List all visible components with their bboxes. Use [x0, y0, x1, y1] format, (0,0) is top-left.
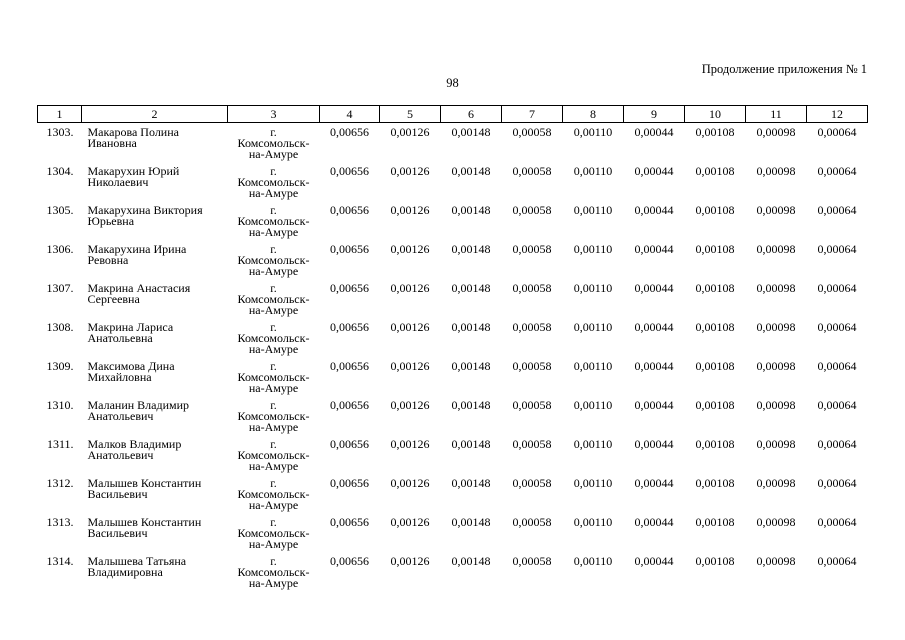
value-cell: 0,00098 — [756, 125, 796, 139]
value-cell: 0,00064 — [817, 359, 857, 373]
value-cell: 0,00126 — [390, 398, 430, 412]
column-header: 7 — [502, 106, 563, 123]
row-number: 1312. — [46, 476, 74, 490]
person-name-line: Михайловна — [87, 370, 152, 384]
city-cell — [228, 513, 320, 552]
column-header: 12 — [807, 106, 868, 123]
city-line: Комсомольск- — [237, 175, 310, 189]
value-cell: 0,00656 — [330, 554, 369, 568]
value-cell: 0,00148 — [451, 515, 491, 529]
value-cell: 0,00044 — [634, 437, 674, 451]
person-name-line: Малышев Константин — [87, 476, 202, 490]
table-row — [38, 396, 868, 435]
value-cell: 0,00064 — [817, 281, 857, 295]
value-cell: 0,00126 — [390, 164, 430, 178]
person-name-line: Юрьевна — [87, 214, 135, 228]
value-cell: 0,00126 — [390, 125, 430, 139]
person-name-line: Анатольевич — [87, 448, 154, 462]
value-cell: 0,00148 — [451, 203, 491, 217]
city-line: на-Амуре — [248, 498, 299, 512]
value-cell: 0,00044 — [634, 476, 674, 490]
value-cell: 0,00064 — [817, 320, 857, 334]
value-cell: 0,00110 — [573, 125, 613, 139]
city-line: г. — [270, 242, 277, 256]
city-cell — [228, 396, 320, 435]
city-line: г. — [270, 203, 277, 217]
value-cell: 0,00044 — [634, 281, 674, 295]
value-cell: 0,00108 — [695, 398, 735, 412]
value-cell: 0,00058 — [512, 242, 552, 256]
person-name-line: Сергеевна — [87, 292, 140, 306]
value-cell: 0,00148 — [451, 164, 491, 178]
city-cell — [228, 162, 320, 201]
table-row — [38, 435, 868, 474]
value-cell: 0,00110 — [573, 476, 613, 490]
city-line: на-Амуре — [248, 225, 299, 239]
value-cell: 0,00108 — [695, 437, 735, 451]
person-name-line: Макрина Лариса — [87, 320, 174, 334]
value-cell: 0,00108 — [695, 125, 735, 139]
page-number: 98 — [446, 76, 459, 90]
row-number: 1311. — [46, 437, 74, 451]
value-cell: 0,00126 — [390, 437, 430, 451]
value-cell: 0,00110 — [573, 437, 613, 451]
row-number: 1305. — [46, 203, 74, 217]
city-line: на-Амуре — [248, 342, 299, 356]
value-cell: 0,00098 — [756, 476, 796, 490]
value-cell: 0,00058 — [512, 398, 552, 412]
value-cell: 0,00064 — [817, 398, 857, 412]
value-cell: 0,00148 — [451, 242, 491, 256]
person-name-line: Анатольевна — [87, 331, 153, 345]
city-line: г. — [270, 515, 277, 529]
value-cell: 0,00098 — [756, 554, 796, 568]
row-number: 1306. — [46, 242, 74, 256]
table-row — [38, 474, 868, 513]
row-number: 1308. — [46, 320, 74, 334]
person-name — [82, 396, 228, 435]
row-number: 1313. — [46, 515, 74, 529]
value-cell: 0,00044 — [634, 554, 674, 568]
column-header: 1 — [38, 106, 82, 123]
person-name-line: Макрина Анастасия — [87, 281, 191, 295]
person-name-line: Максимова Дина — [87, 359, 175, 373]
person-name — [82, 513, 228, 552]
city-line: Комсомольск- — [237, 409, 310, 423]
table-row — [38, 201, 868, 240]
data-table — [37, 105, 868, 591]
value-cell: 0,00148 — [451, 281, 491, 295]
value-cell: 0,00064 — [817, 515, 857, 529]
value-cell: 0,00148 — [451, 125, 491, 139]
person-name-line: Малышева Татьяна — [87, 554, 187, 568]
person-name-line: Макарухина Виктория — [87, 203, 203, 217]
city-line: на-Амуре — [248, 381, 299, 395]
value-cell: 0,00058 — [512, 359, 552, 373]
value-cell: 0,00126 — [390, 320, 430, 334]
value-cell: 0,00098 — [756, 398, 796, 412]
person-name-line: Анатольевич — [87, 409, 154, 423]
row-number: 1310. — [46, 398, 74, 412]
city-line: г. — [270, 281, 277, 295]
column-header: 5 — [380, 106, 441, 123]
value-cell: 0,00656 — [330, 320, 369, 334]
value-cell: 0,00126 — [390, 515, 430, 529]
city-line: Комсомольск- — [237, 370, 310, 384]
person-name-line: Макарухина Ирина — [87, 242, 187, 256]
person-name-line: Васильевич — [87, 487, 148, 501]
value-cell: 0,00656 — [330, 476, 369, 490]
person-name-line: Малышев Константин — [87, 515, 202, 529]
appendix-continuation-note: Продолжение приложения № 1 — [701, 62, 867, 76]
value-cell: 0,00110 — [573, 164, 613, 178]
city-cell — [228, 318, 320, 357]
city-line: на-Амуре — [248, 264, 299, 278]
value-cell: 0,00110 — [573, 398, 613, 412]
person-name-line: Васильевич — [87, 526, 148, 540]
table-row — [38, 318, 868, 357]
city-line: на-Амуре — [248, 576, 299, 590]
table-body — [38, 123, 868, 592]
person-name-line: Маланин Владимир — [87, 398, 190, 412]
value-cell: 0,00044 — [634, 203, 674, 217]
city-line: Комсомольск- — [237, 214, 310, 228]
value-cell: 0,00110 — [573, 515, 613, 529]
value-cell: 0,00126 — [390, 554, 430, 568]
table-row — [38, 162, 868, 201]
city-line: г. — [270, 359, 277, 373]
table-row — [38, 552, 868, 591]
value-cell: 0,00108 — [695, 203, 735, 217]
row-number: 1303. — [46, 125, 74, 139]
city-line: г. — [270, 554, 277, 568]
value-cell: 0,00656 — [330, 515, 369, 529]
value-cell: 0,00098 — [756, 320, 796, 334]
value-cell: 0,00098 — [756, 437, 796, 451]
person-name-line: Владимировна — [87, 565, 163, 579]
value-cell: 0,00058 — [512, 164, 552, 178]
value-cell: 0,00108 — [695, 476, 735, 490]
value-cell: 0,00108 — [695, 242, 735, 256]
row-number: 1309. — [46, 359, 74, 373]
value-cell: 0,00058 — [512, 437, 552, 451]
city-line: на-Амуре — [248, 459, 299, 473]
city-cell — [228, 474, 320, 513]
person-name-line: Ревовна — [87, 253, 129, 267]
value-cell: 0,00098 — [756, 515, 796, 529]
value-cell: 0,00064 — [817, 242, 857, 256]
value-cell: 0,00108 — [695, 515, 735, 529]
column-header: 6 — [441, 106, 502, 123]
city-cell — [228, 357, 320, 396]
value-cell: 0,00098 — [756, 281, 796, 295]
table-row — [38, 279, 868, 318]
value-cell: 0,00110 — [573, 242, 613, 256]
value-cell: 0,00064 — [817, 476, 857, 490]
city-cell — [228, 435, 320, 474]
person-name-line: Малков Владимир — [87, 437, 182, 451]
value-cell: 0,00058 — [512, 203, 552, 217]
value-cell: 0,00058 — [512, 320, 552, 334]
person-name — [82, 123, 228, 163]
value-cell: 0,00064 — [817, 164, 857, 178]
value-cell: 0,00110 — [573, 554, 613, 568]
table-row — [38, 357, 868, 396]
person-name — [82, 552, 228, 591]
value-cell: 0,00656 — [330, 203, 369, 217]
value-cell: 0,00110 — [573, 203, 613, 217]
city-line: г. — [270, 320, 277, 334]
city-line: на-Амуре — [248, 186, 299, 200]
city-line: Комсомольск- — [237, 253, 310, 267]
value-cell: 0,00044 — [634, 164, 674, 178]
city-line: на-Амуре — [248, 537, 299, 551]
column-header: 3 — [228, 106, 320, 123]
value-cell: 0,00098 — [756, 203, 796, 217]
person-name — [82, 162, 228, 201]
person-name-line: Николаевич — [87, 175, 149, 189]
table-row — [38, 240, 868, 279]
city-line: Комсомольск- — [237, 448, 310, 462]
value-cell: 0,00058 — [512, 554, 552, 568]
person-name — [82, 279, 228, 318]
value-cell: 0,00044 — [634, 320, 674, 334]
city-line: на-Амуре — [248, 420, 299, 434]
value-cell: 0,00656 — [330, 125, 369, 139]
value-cell: 0,00058 — [512, 281, 552, 295]
value-cell: 0,00148 — [451, 359, 491, 373]
city-line: Комсомольск- — [237, 136, 310, 150]
city-cell — [228, 240, 320, 279]
value-cell: 0,00656 — [330, 398, 369, 412]
column-header: 10 — [685, 106, 746, 123]
value-cell: 0,00126 — [390, 203, 430, 217]
value-cell: 0,00064 — [817, 554, 857, 568]
city-line: Комсомольск- — [237, 331, 310, 345]
city-line: г. — [270, 125, 277, 139]
value-cell: 0,00044 — [634, 398, 674, 412]
value-cell: 0,00044 — [634, 242, 674, 256]
city-line: г. — [270, 164, 277, 178]
value-cell: 0,00148 — [451, 554, 491, 568]
value-cell: 0,00126 — [390, 359, 430, 373]
row-number: 1314. — [46, 554, 74, 568]
value-cell: 0,00108 — [695, 554, 735, 568]
value-cell: 0,00044 — [634, 515, 674, 529]
person-name — [82, 435, 228, 474]
city-cell — [228, 123, 320, 163]
value-cell: 0,00148 — [451, 320, 491, 334]
column-header: 11 — [746, 106, 807, 123]
row-number: 1304. — [46, 164, 74, 178]
value-cell: 0,00656 — [330, 164, 369, 178]
value-cell: 0,00148 — [451, 398, 491, 412]
value-cell: 0,00110 — [573, 320, 613, 334]
person-name — [82, 474, 228, 513]
city-line: г. — [270, 398, 277, 412]
value-cell: 0,00126 — [390, 242, 430, 256]
city-cell — [228, 279, 320, 318]
value-cell: 0,00058 — [512, 125, 552, 139]
value-cell: 0,00110 — [573, 359, 613, 373]
value-cell: 0,00656 — [330, 242, 369, 256]
value-cell: 0,00108 — [695, 359, 735, 373]
person-name-line: Макарова Полина — [87, 125, 179, 139]
value-cell: 0,00108 — [695, 320, 735, 334]
city-cell — [228, 201, 320, 240]
value-cell: 0,00098 — [756, 164, 796, 178]
city-line: г. — [270, 437, 277, 451]
city-line: Комсомольск- — [237, 526, 310, 540]
value-cell: 0,00656 — [330, 437, 369, 451]
value-cell: 0,00148 — [451, 437, 491, 451]
column-number-row — [38, 106, 868, 123]
value-cell: 0,00126 — [390, 281, 430, 295]
person-name — [82, 357, 228, 396]
row-number: 1307. — [46, 281, 74, 295]
column-header: 8 — [563, 106, 624, 123]
person-name — [82, 240, 228, 279]
person-name — [82, 318, 228, 357]
value-cell: 0,00108 — [695, 164, 735, 178]
value-cell: 0,00064 — [817, 125, 857, 139]
city-line: на-Амуре — [248, 147, 299, 161]
column-header: 9 — [624, 106, 685, 123]
person-name — [82, 201, 228, 240]
value-cell: 0,00110 — [573, 281, 613, 295]
column-header: 4 — [320, 106, 380, 123]
value-cell: 0,00108 — [695, 281, 735, 295]
value-cell: 0,00044 — [634, 359, 674, 373]
city-line: г. — [270, 476, 277, 490]
value-cell: 0,00064 — [817, 437, 857, 451]
person-name-line: Макарухин Юрий — [87, 164, 180, 178]
value-cell: 0,00058 — [512, 515, 552, 529]
value-cell: 0,00058 — [512, 476, 552, 490]
table-row — [38, 513, 868, 552]
value-cell: 0,00098 — [756, 242, 796, 256]
city-line: Комсомольск- — [237, 565, 310, 579]
value-cell: 0,00148 — [451, 476, 491, 490]
value-cell: 0,00126 — [390, 476, 430, 490]
city-line: на-Амуре — [248, 303, 299, 317]
table-row — [38, 123, 868, 163]
city-line: Комсомольск- — [237, 292, 310, 306]
city-cell — [228, 552, 320, 591]
column-header: 2 — [82, 106, 228, 123]
person-name-line: Ивановна — [87, 136, 137, 150]
city-line: Комсомольск- — [237, 487, 310, 501]
value-cell: 0,00064 — [817, 203, 857, 217]
value-cell: 0,00656 — [330, 359, 369, 373]
value-cell: 0,00044 — [634, 125, 674, 139]
value-cell: 0,00098 — [756, 359, 796, 373]
value-cell: 0,00656 — [330, 281, 369, 295]
